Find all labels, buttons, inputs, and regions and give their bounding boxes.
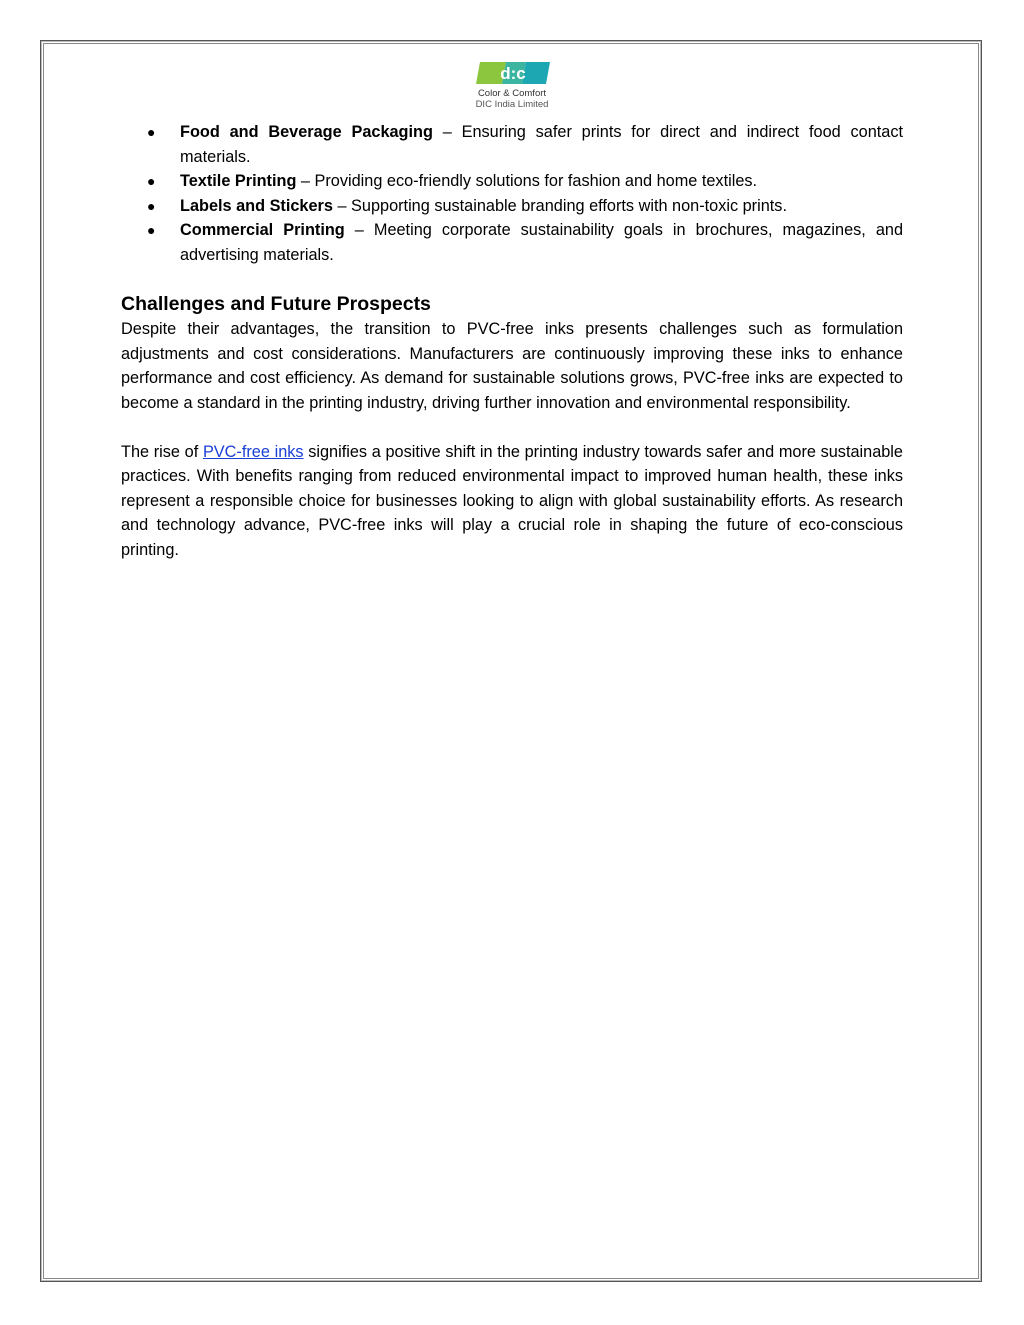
svg-text:d:c: d:c bbox=[500, 64, 526, 83]
logo-company-name: DIC India Limited bbox=[475, 99, 549, 110]
conclusion-text-end: signifies a positive shift in the printing industry towards safer and more sustainable practices. With benefits ranging from reduced environmental impact to improved human health, these inks represent a responsible choice for businesses looking to align with global sustainability efforts. As research and technology advance, PVC-free inks will play a crucial role in shaping the future of eco-conscious printing. bbox=[121, 442, 903, 559]
list-item-text: – Supporting sustainable branding efforts with non-toxic prints. bbox=[332, 196, 787, 215]
list-item bbox=[121, 120, 903, 169]
list-item-term: Textile Printing bbox=[180, 172, 297, 190]
section-heading: Challenges and Future Prospects bbox=[121, 293, 431, 315]
list-item-term: Labels and Stickers bbox=[180, 196, 333, 215]
bullet-icon: ● bbox=[147, 197, 156, 214]
list-item bbox=[121, 169, 903, 194]
list-item-text: – Meeting corporate sustainability goals in brochures, magazines, and advertising materials. bbox=[180, 221, 903, 264]
pvc-free-inks-link[interactable]: PVC-free inks bbox=[202, 442, 304, 461]
application-list bbox=[121, 120, 903, 267]
document-body bbox=[121, 120, 903, 562]
list-item-text: – Ensuring safer prints for direct and indirect food contact materials. bbox=[180, 123, 903, 166]
logo-tagline: Color & Comfort bbox=[477, 88, 547, 99]
section-paragraph: Despite their advantages, the transition to PVC-free inks presents challenges such as formulation adjustments and cost considerations. Manufacturers are continuously improving these inks to enhance performance and cost efficiency. As demand for sustainable solutions grows, PVC-free inks are expected to become a standard in the printing industry, driving further innovation and environmental responsibility. bbox=[121, 320, 903, 412]
company-logo bbox=[466, 58, 558, 116]
list-item bbox=[121, 194, 903, 219]
list-item bbox=[121, 218, 903, 267]
conclusion-text-start: The rise of bbox=[121, 442, 203, 461]
conclusion-paragraph bbox=[121, 440, 903, 563]
list-item-term: Commercial Printing bbox=[180, 221, 345, 239]
dic-logo-icon bbox=[476, 60, 550, 86]
bullet-icon: ● bbox=[147, 173, 156, 189]
bullet-icon: ● bbox=[147, 222, 156, 238]
list-item-term: Food and Beverage Packaging bbox=[180, 123, 433, 141]
bullet-icon: ● bbox=[147, 124, 156, 140]
list-item-text: – Providing eco-friendly solutions for fashion and home textiles. bbox=[296, 172, 758, 190]
